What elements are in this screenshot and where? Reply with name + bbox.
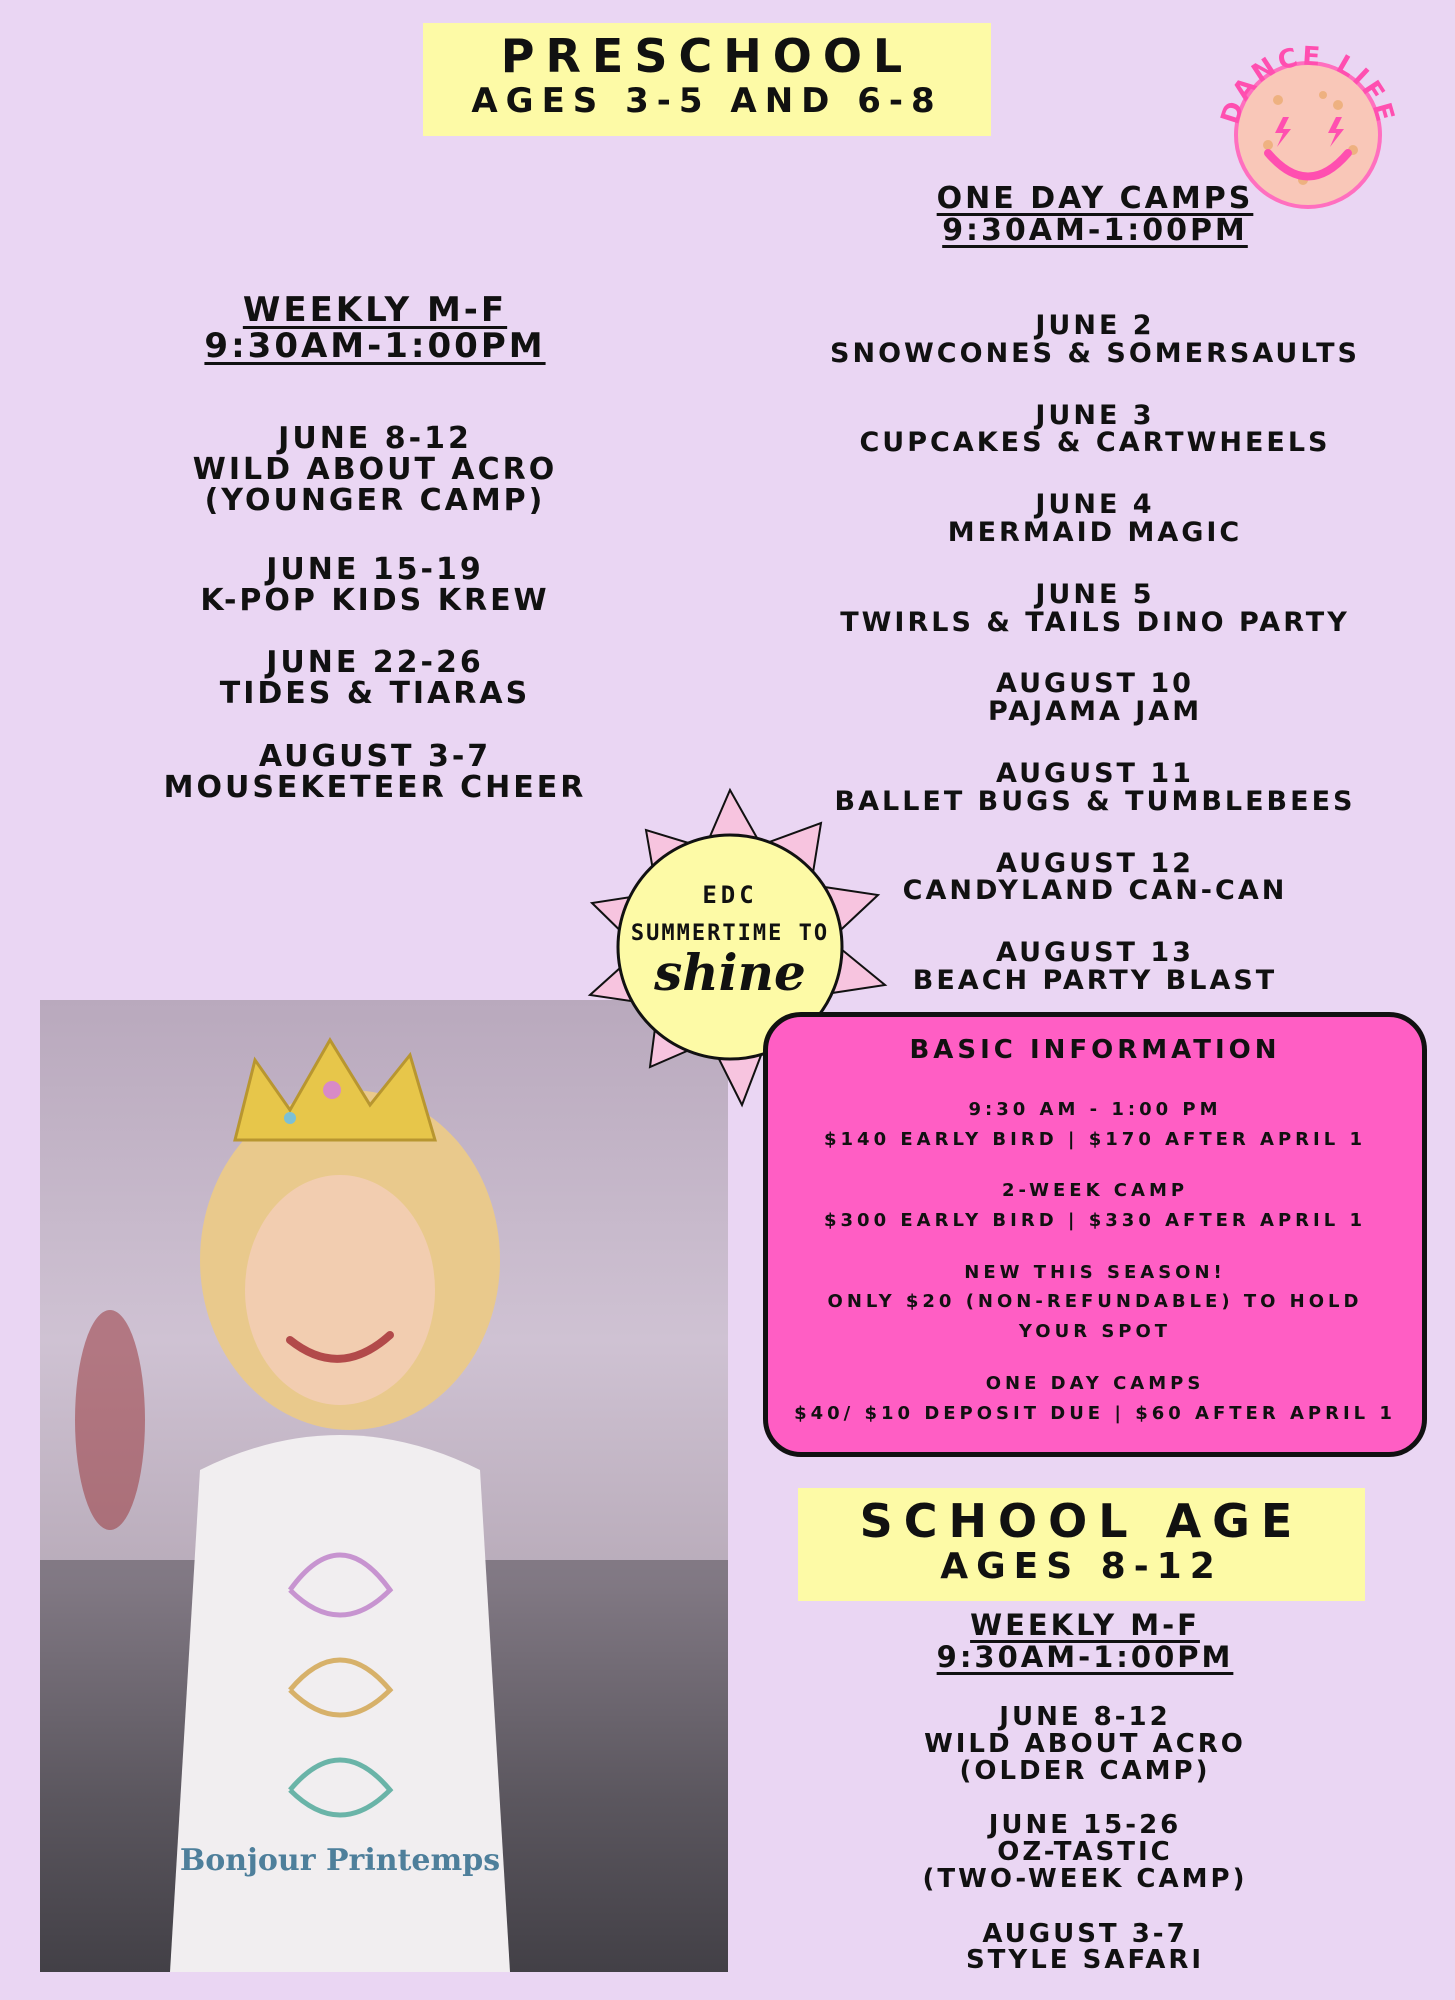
basic-info-box [763, 1012, 1427, 1457]
preschool-banner [423, 23, 991, 136]
list-item: AUGUST 3-7 MOUSEKETEER CHEER [163, 739, 587, 806]
child-dancer-image-icon [40, 1000, 728, 1972]
list-item: JUNE 8-12 WILD ABOUT ACRO (OLDER CAMP) [924, 1702, 1246, 1786]
list-item: JUNE 8-12 WILD ABOUT ACRO (YOUNGER CAMP) [192, 421, 558, 518]
weekly-heading: WEEKLY M-F 9:30AM-1:00PM [204, 290, 546, 367]
one-day-camps-heading: ONE DAY CAMPS 9:30AM-1:00PM [936, 181, 1254, 249]
preschool-title: PRESCHOOL [500, 29, 914, 83]
one-day-camps-list [830, 312, 1360, 1029]
list-item: JUNE 2 SNOWCONES & SOMERSAULTS [830, 310, 1360, 369]
info-block: ONE DAY CAMPS $40/ $10 DEPOSIT DUE | $60 AFTER APRIL 1 [794, 1372, 1396, 1424]
list-item: AUGUST 12 CANDYLAND CAN-CAN [902, 847, 1288, 907]
svg-text:SUMMERTIME TO: SUMMERTIME TO [630, 921, 830, 946]
list-item: AUGUST 11 BALLET BUGS & TUMBLEBEES [834, 757, 1356, 817]
list-item: JUNE 5 TWIRLS & TAILS DINO PARTY [840, 578, 1350, 638]
school-age-list [850, 1704, 1320, 1974]
list-item: JUNE 3 CUPCAKES & CARTWHEELS [859, 399, 1331, 459]
list-item: AUGUST 13 BEACH PARTY BLAST [912, 937, 1278, 996]
list-item: JUNE 15-26 OZ-TASTIC (TWO-WEEK CAMP) [922, 1810, 1248, 1894]
svg-text:shine: shine [654, 943, 806, 1002]
preschool-weekly-list [150, 421, 600, 840]
school-age-ages: AGES 8-12 [940, 1546, 1223, 1587]
info-block: NEW THIS SEASON! ONLY $20 (NON-REFUNDABLE) TO HOLD YOUR SPOT [827, 1261, 1363, 1343]
list-item: JUNE 15-19 K-POP KIDS KREW [200, 551, 550, 618]
list-item: AUGUST 10 PAJAMA JAM [987, 668, 1203, 728]
list-item: AUGUST 3-7 STYLE SAFARI [965, 1918, 1205, 1976]
info-block: 9:30 AM - 1:00 PM $140 EARLY BIRD | $170 AFTER APRIL 1 [824, 1099, 1366, 1150]
school-age-banner [798, 1488, 1365, 1601]
list-item: JUNE 4 MERMAID MAGIC [947, 489, 1243, 548]
svg-text:Bonjour Printemps: Bonjour Printemps [179, 1843, 501, 1878]
svg-text:EDC: EDC [702, 881, 758, 909]
child-photo [40, 1000, 728, 1972]
preschool-ages: AGES 3-5 AND 6-8 [471, 81, 943, 121]
school-age-title: SCHOOL AGE [859, 1494, 1304, 1548]
info-block: 2-WEEK CAMP $300 EARLY BIRD | $330 AFTER APRIL 1 [824, 1180, 1366, 1232]
svg-text:DANCE LIFE: DANCE LIFE [1215, 41, 1401, 128]
list-item: JUNE 22-26 TIDES & TIARAS [219, 645, 531, 712]
school-weekly-heading: WEEKLY M-F 9:30AM-1:00PM [936, 1608, 1234, 1674]
basic-info-title: BASIC INFORMATION [909, 1035, 1281, 1065]
